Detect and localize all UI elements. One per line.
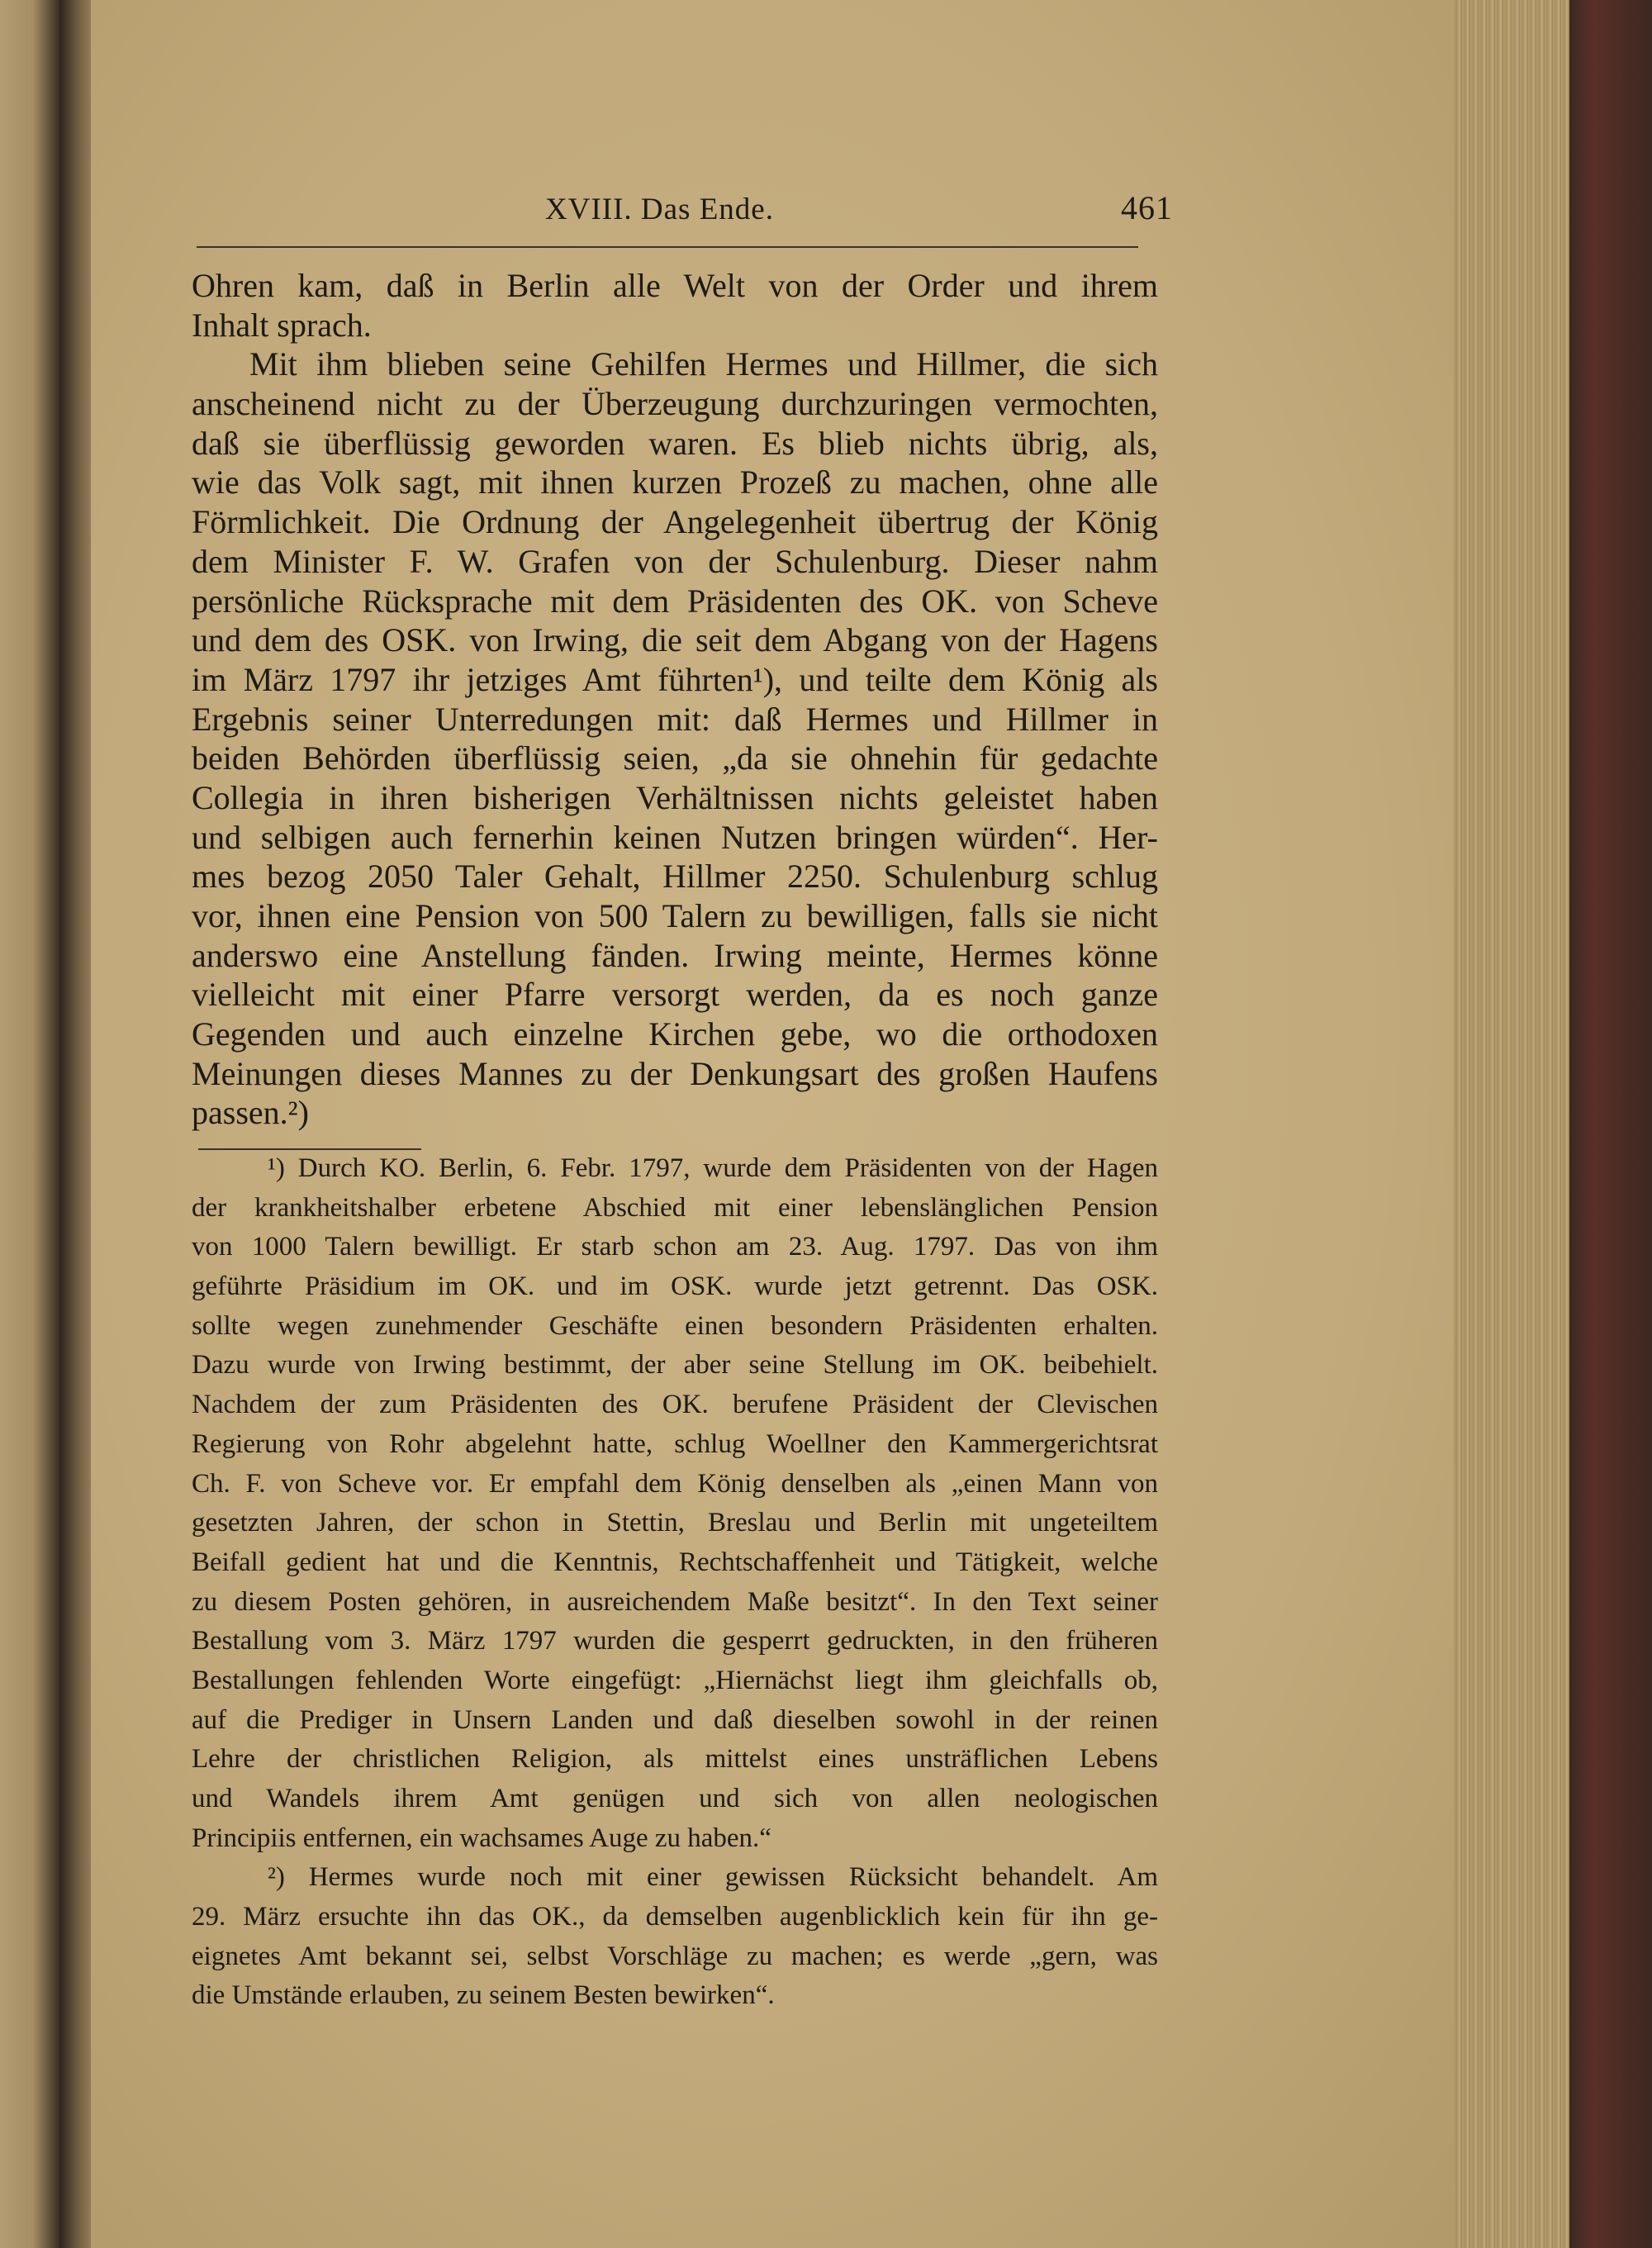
footnote-line: geführte Präsidium im OK. und im OSK. wurde jetzt getrennt. Das OSK. [192, 1271, 1158, 1302]
footnote-rule [198, 1148, 421, 1150]
footnote-line: Principiis entfernen, ein wachsames Auge zu haben.“ [192, 1823, 771, 1853]
body-line: passen.²) [192, 1094, 309, 1132]
body-line: vielleicht mit einer Pfarre versorgt werden, da es noch ganze [192, 976, 1158, 1014]
body-line: Inhalt sprach. [192, 306, 372, 344]
body-line: Collegia in ihren bisherigen Verhältnissen nichts geleistet haben [192, 778, 1158, 816]
header-rule [197, 246, 1138, 248]
footnote-line: die Umstände erlauben, zu seinem Besten bewirken“. [192, 1980, 775, 2011]
footnote-line: 29. März ersuchte ihn das OK., da demselben augenblicklich kein für ihn ge- [192, 1902, 1158, 1932]
running-head [198, 182, 1173, 231]
body-line: Ohren kam, daß in Berlin alle Welt von der Order und ihrem [192, 267, 1158, 304]
footnote-line: Ch. F. von Scheve vor. Er empfahl dem König denselben als „einen Mann von [192, 1468, 1158, 1499]
body-line: Gegenden und auch einzelne Kirchen gebe, wo die orthodoxen [192, 1015, 1158, 1053]
body-line: persönliche Rücksprache mit dem Präsidenten des OK. von Scheve [192, 582, 1158, 620]
body-line: beiden Behörden überflüssig seien, „da sie ohnehin für gedachte [192, 739, 1158, 777]
body-line: anderswo eine Anstellung fänden. Irwing meinte, Hermes könne [192, 936, 1158, 974]
footnote-line: Dazu wurde von Irwing bestimmt, der aber seine Stellung im OK. beibehielt. [192, 1350, 1158, 1381]
body-line: daß sie überflüssig geworden waren. Es blieb nichts übrig, als, [192, 424, 1158, 462]
book-cover-edge [1569, 0, 1652, 2248]
body-line: Ergebnis seiner Unterredungen mit: daß Hermes und Hillmer in [192, 700, 1158, 738]
body-line: vor, ihnen eine Pension von 500 Talern zu bewilligen, falls sie nicht [192, 897, 1158, 934]
footnote-line: der krankheitshalber erbetene Abschied mit einer lebenslänglichen Pension [192, 1192, 1158, 1223]
body-line: wie das Volk sagt, mit ihnen kurzen Prozeß zu machen, ohne alle [192, 463, 1158, 501]
body-line: dem Minister F. W. Grafen von der Schulenburg. Dieser nahm [192, 542, 1158, 580]
footnote-line: eignetes Amt bekannt sei, selbst Vorschläge zu machen; es werde „gern, was [192, 1941, 1158, 1971]
chapter-title: XVIII. Das Ende. [545, 192, 774, 226]
footnote-line: auf die Prediger in Unsern Landen und daß dieselben sowohl in der reinen [192, 1704, 1158, 1735]
footnote-line: gesetzten Jahren, der schon in Stettin, Breslau und Berlin mit ungeteiltem [192, 1508, 1158, 1538]
facing-page-edge [0, 0, 59, 2248]
page-stack-edge [1454, 0, 1578, 2248]
body-text [192, 266, 1158, 1133]
body-line: Meinungen dieses Mannes zu der Denkungsart des großen Haufens [192, 1054, 1158, 1092]
page-number: 461 [1121, 189, 1173, 226]
footnotes [192, 1153, 1158, 2019]
body-line: Mit ihm blieben seine Gehilfen Hermes und Hillmer, die sich [249, 345, 1158, 383]
footnote-line: Bestallungen fehlenden Worte eingefügt: „Hiernächst liegt ihm gleichfalls ob, [192, 1665, 1158, 1695]
footnote-line: sollte wegen zunehmender Geschäfte einen besondern Präsidenten erhalten. [192, 1310, 1158, 1341]
body-line: und selbigen auch fernerhin keinen Nutzen bringen würden“. Her- [192, 818, 1158, 856]
footnote-line: Beifall gedient hat und die Kenntnis, Rechtschaffenheit und Tätigkeit, welche [192, 1547, 1158, 1577]
footnote-line: und Wandels ihrem Amt genügen und sich von allen neologischen [192, 1784, 1158, 1813]
footnote-line: von 1000 Talern bewilligt. Er starb schon am 23. Aug. 1797. Das von ihm [192, 1232, 1158, 1262]
body-line: im März 1797 ihr jetziges Amt führten¹), und teilte dem König als [192, 660, 1158, 698]
footnote-line: zu diesem Posten gehören, in ausreichendem Maße besitzt“. In den Text seiner [192, 1586, 1158, 1617]
footnote-line: ¹) Durch KO. Berlin, 6. Febr. 1797, wurde dem Präsidenten von der Hagen [268, 1153, 1158, 1183]
footnote-line: Bestallung vom 3. März 1797 wurden die gesperrt gedruckten, in den früheren [192, 1626, 1158, 1656]
footnote-line: Regierung von Rohr abgelehnt hatte, schlug Woellner den Kammergerichtsrat [192, 1428, 1158, 1459]
footnote-line: Nachdem der zum Präsidenten des OK. berufene Präsident der Clevischen [192, 1390, 1158, 1420]
footnote-line: Lehre der christlichen Religion, als mittelst eines unsträflichen Lebens [192, 1744, 1158, 1775]
body-line: anscheinend nicht zu der Überzeugung durchzuringen vermochten, [192, 385, 1158, 423]
body-line: und dem des OSK. von Irwing, die seit dem Abgang von der Hagens [192, 621, 1158, 659]
footnote-line: ²) Hermes wurde noch mit einer gewissen Rücksicht behandelt. Am [268, 1862, 1158, 1893]
body-line: Förmlichkeit. Die Ordnung der Angelegenheit übertrug der König [192, 503, 1158, 541]
body-line: mes bezog 2050 Taler Gehalt, Hillmer 2250. Schulenburg schlug [192, 858, 1158, 896]
